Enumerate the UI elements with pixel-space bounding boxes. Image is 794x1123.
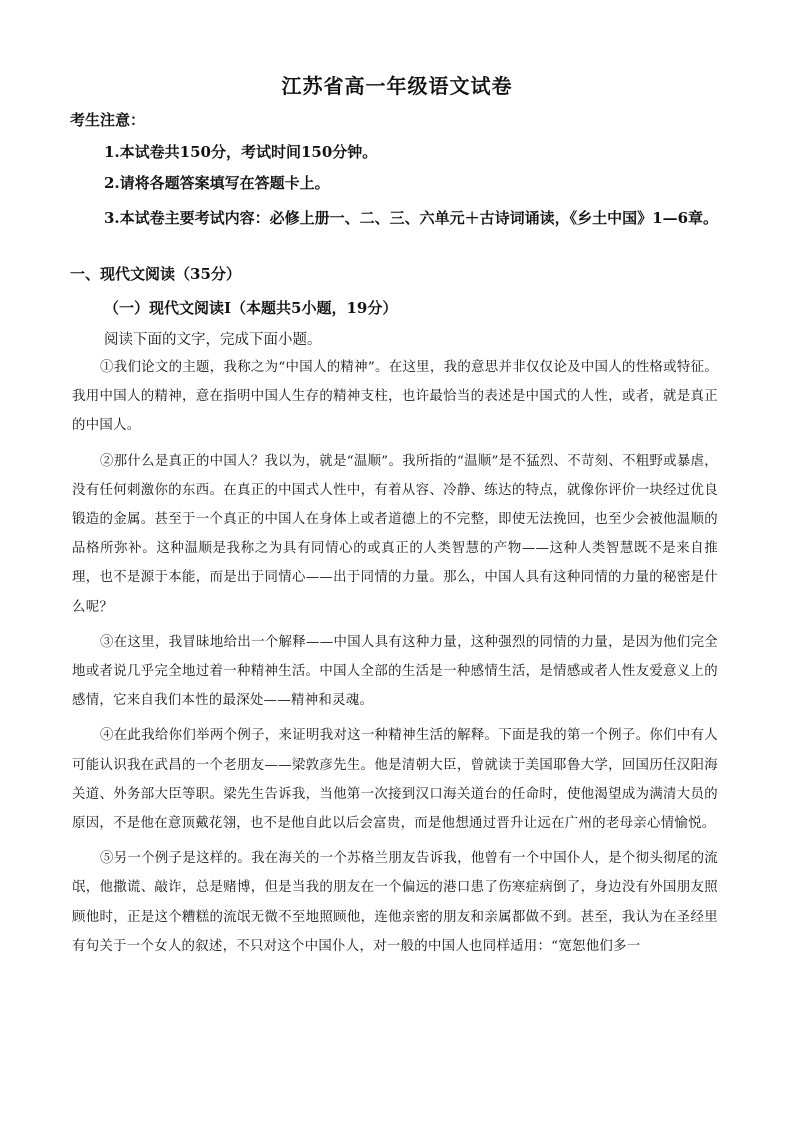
exam-title: 江苏省高一年级语文试卷 bbox=[281, 74, 513, 98]
passage-paragraph-4: ④在此我给你们举两个例子，来证明我对这一种精神生活的解释。下面是我的第一个例子。你们中有人可能认识我在武昌的一个老朋友——梁敦彦先生。他是清朝大臣，曾就读于美国耶鲁大学，回国历任汉阳海关道、外务部大臣等职。梁先生告诉我，当他第一次接到汉口海关道台的任命时，使他渴望成为满清大员的原因，不是他在意顶戴花翎，也不是他自此以后会富贵，而是他想通过晋升让远在广州的老母亲心情愉悦。 bbox=[72, 728, 718, 832]
reading-passage bbox=[72, 353, 718, 967]
passage-paragraph-3: ③在这里，我冒昧地给出一个解释——中国人具有这种力量，这种强烈的同情的力量，是因为他们完全地或者说几乎完全地过着一种精神生活。中国人全部的生活是一种感情生活，是情感或者人性友爱意义上的感情，它来自我们本性的最深处——精神和灵魂。 bbox=[72, 634, 718, 709]
passage-paragraph-1: ①我们论文的主题，我称之为“中国人的精神”。在这里，我的意思并非仅仅论及中国人的性格或特征。我用中国人的精神，意在指明中国人生存的精神支柱，也许最恰当的表述是中国式的人性，或者，就是真正的中国人。 bbox=[72, 360, 718, 434]
note-item-2: 2.请将各题答案填写在答题卡上。 bbox=[104, 174, 330, 192]
note-item-3: 3.本试卷主要考试内容：必修上册一、二、三、六单元＋古诗词诵读，《乡土中国》1—6章。 bbox=[104, 209, 719, 227]
note-item-1: 1.本试卷共150分，考试时间150分钟。 bbox=[104, 143, 378, 161]
subsection-heading: （一）现代文阅读Ⅰ（本题共5小题，19分） bbox=[104, 299, 398, 317]
passage-paragraph-5: ⑤另一个例子是这样的。我在海关的一个苏格兰朋友告诉我，他曾有一个中国仆人，是个彻头彻尾的流氓，他撒谎、敲诈，总是赌博，但是当我的朋友在一个偏远的港口患了伤寒症病倒了，身边没有外国朋友照顾他时，正是这个糟糕的流氓无微不至地照顾他，连他亲密的朋友和亲属都做不到。甚至，我认为在圣经里有句关于一个女人的叙述，不只对这个中国仆人，对一般的中国人也同样适用：“宽恕他们多一 bbox=[72, 851, 718, 954]
section-heading: 一、现代文阅读（35分） bbox=[70, 265, 241, 283]
notes-heading: 考生注意： bbox=[70, 111, 146, 129]
reading-instruction: 阅读下面的文字，完成下面小题。 bbox=[104, 332, 322, 348]
passage-paragraph-2: ②那什么是真正的中国人？我以为，就是“温顺”。我所指的“温顺”是不猛烈、不苛刻、不粗野或暴虐，没有任何刺激你的东西。在真正的中国式人性中，有着从容、冷静、练达的特点，就像你评价一块经过优良锻造的金属。甚至于一个真正的中国人在身体上或者道德上的不完整，即使无法挽回，也至少会被他温顺的品格所弥补。这种温顺是我称之为具有同情心的或真正的人类智慧的产物——这种人类智慧既不是来自推理，也不是源于本能，而是出于同情心——出于同情的力量。那么，中国人具有这种同情的力量的秘密是什么呢？ bbox=[72, 453, 718, 615]
